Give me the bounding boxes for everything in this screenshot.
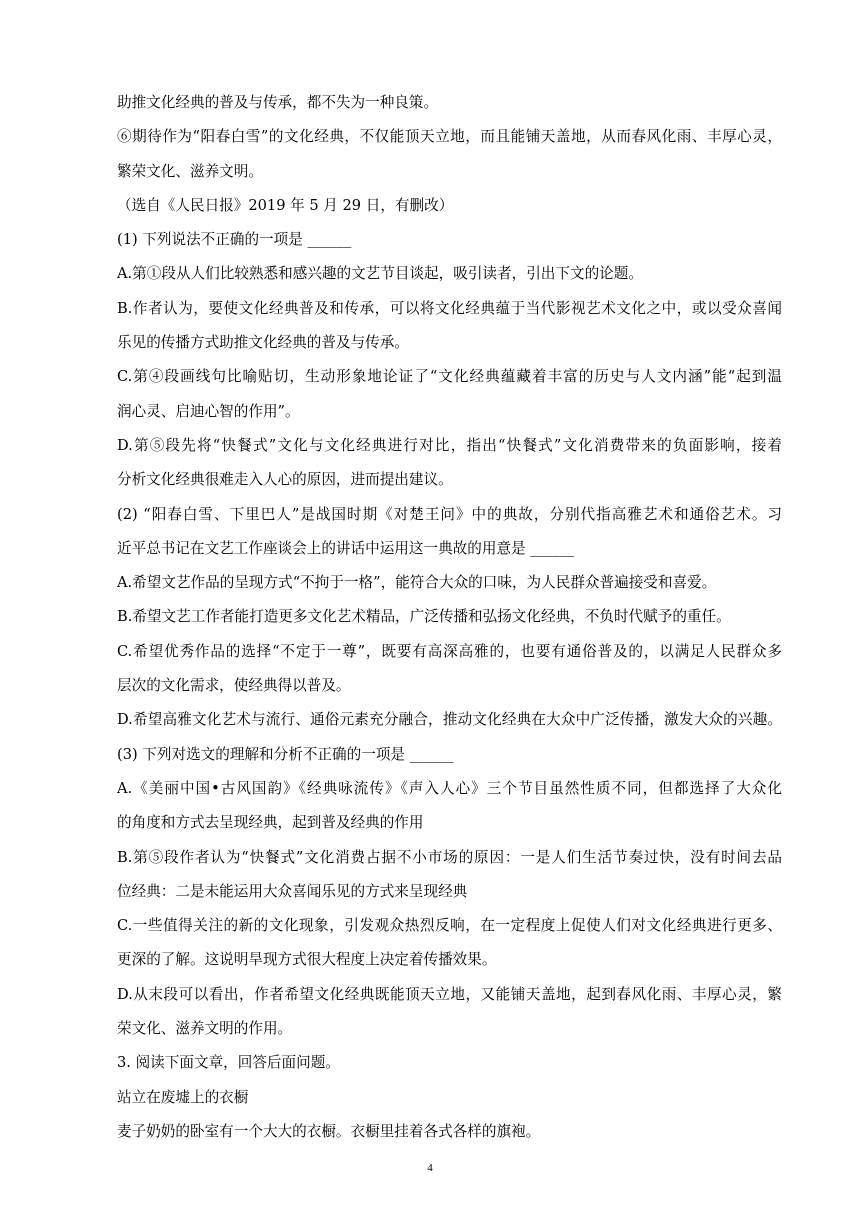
question-heading: 3. 阅读下面文章，回答后面问题。 [117,1054,340,1072]
option-a: A.第①段从人们比较熟悉和感兴趣的文艺节目谈起，吸引读者，引出下文的论题。 [117,265,643,283]
option-d: D.希望高雅文化艺术与流行、通俗元素充分融合，推动文化经典在大众中广泛传播，激发大众的兴趣。 [117,711,782,729]
text-line: 繁荣文化、滋养文明。 [117,162,263,180]
text-line: 麦子奶奶的卧室有一个大大的衣橱。衣橱里挂着各式各样的旗袍。 [117,1122,541,1140]
text-line: 层次的文化需求，使经典得以普及。 [117,677,351,695]
option-d: D.从末段可以看出，作者希望文化经典既能顶天立地，又能铺天盖地，起到春风化雨、丰厚心灵，繁 [117,985,782,1003]
text-line: 更深的了解。这说明旱现方式很大程度上决定着传播效果。 [117,951,497,969]
question-1: (1) 下列说法不正确的一项是 ______ [117,231,352,249]
option-d: D.第⑤段先将“快餐式”文化与文化经典进行对比，指出“快餐式”文化消费带来的负面影响，接着 [117,436,782,454]
option-c: C.希望优秀作品的选择“不定于一尊”，既要有高深高雅的，也要有通俗普及的，以满足人民群众多 [117,642,782,660]
page-number: 4 [427,1162,433,1174]
text-line: 助推文化经典的普及与传承，都不失为一种良策。 [117,94,439,111]
text-line: 乐见的传播方式助推文化经典的普及与传承。 [117,334,409,352]
source-citation: （选自《人民日报》2019 年 5 月 29 日，有删改） [117,196,454,214]
question-2: (2) “阳春白雪、下里巴人”是战国时期《对楚王问》中的典故，分别代指高雅艺术和通俗艺术。习 [117,505,782,523]
text-line: 荣文化、滋养文明的作用。 [117,1020,293,1038]
text-line: ⑥期待作为“阳春白雪”的文化经典，不仅能顶天立地，而且能铺天盖地，从而春风化雨、丰厚心灵， [117,128,782,146]
option-a: A.《美丽中国•古风国韵》《经典咏流传》《声入人心》三个节目虽然性质不同，但都选择了大众化 [117,779,782,797]
text-line: 位经典：二是未能运用大众喜闻乐见的方式来呈现经典 [117,882,468,900]
text-line: 润心灵、启迪心智的作用”。 [117,402,300,420]
article-title: 站立在废墟上的衣橱 [117,1088,249,1106]
question-3: (3) 下列对选文的理解和分析不正确的一项是 ______ [117,745,454,763]
option-b: B.第⑤段作者认为“快餐式”文化消费占据不小市场的原因：一是人们生活节奏过快，没有时间去品 [117,848,782,866]
text-line: 分析文化经典很难走入人心的原因，进而提出建议。 [117,471,453,489]
page-content [117,86,782,1149]
option-c: C.第④段画线句比喻贴切，生动形象地论证了“文化经典蕴藏着丰富的历史与人文内涵”能“起到温 [117,368,782,386]
option-b: B.作者认为，要使文化经典普及和传承，可以将文化经典蕴于当代影视艺术文化之中，或以受众喜闻 [117,299,782,317]
option-b: B.希望文艺工作者能打造更多文化艺术精品，广泛传播和弘扬文化经典，不负时代赋予的重任。 [117,608,731,626]
text-line: 近平总书记在文艺工作座谈会上的讲话中运用这一典故的用意是 ______ [117,539,575,557]
text-line: 的角度和方式去呈现经典，起到普及经典的作用 [117,814,424,832]
option-c: C.一些值得关注的新的文化现象，引发观众热烈反响，在一定程度上促使人们对文化经典进行更多、 [117,917,782,935]
option-a: A.希望文艺作品的呈现方式“不拘于一格”，能符合大众的口味，为人民群众普遍接受和喜爱。 [117,574,717,592]
